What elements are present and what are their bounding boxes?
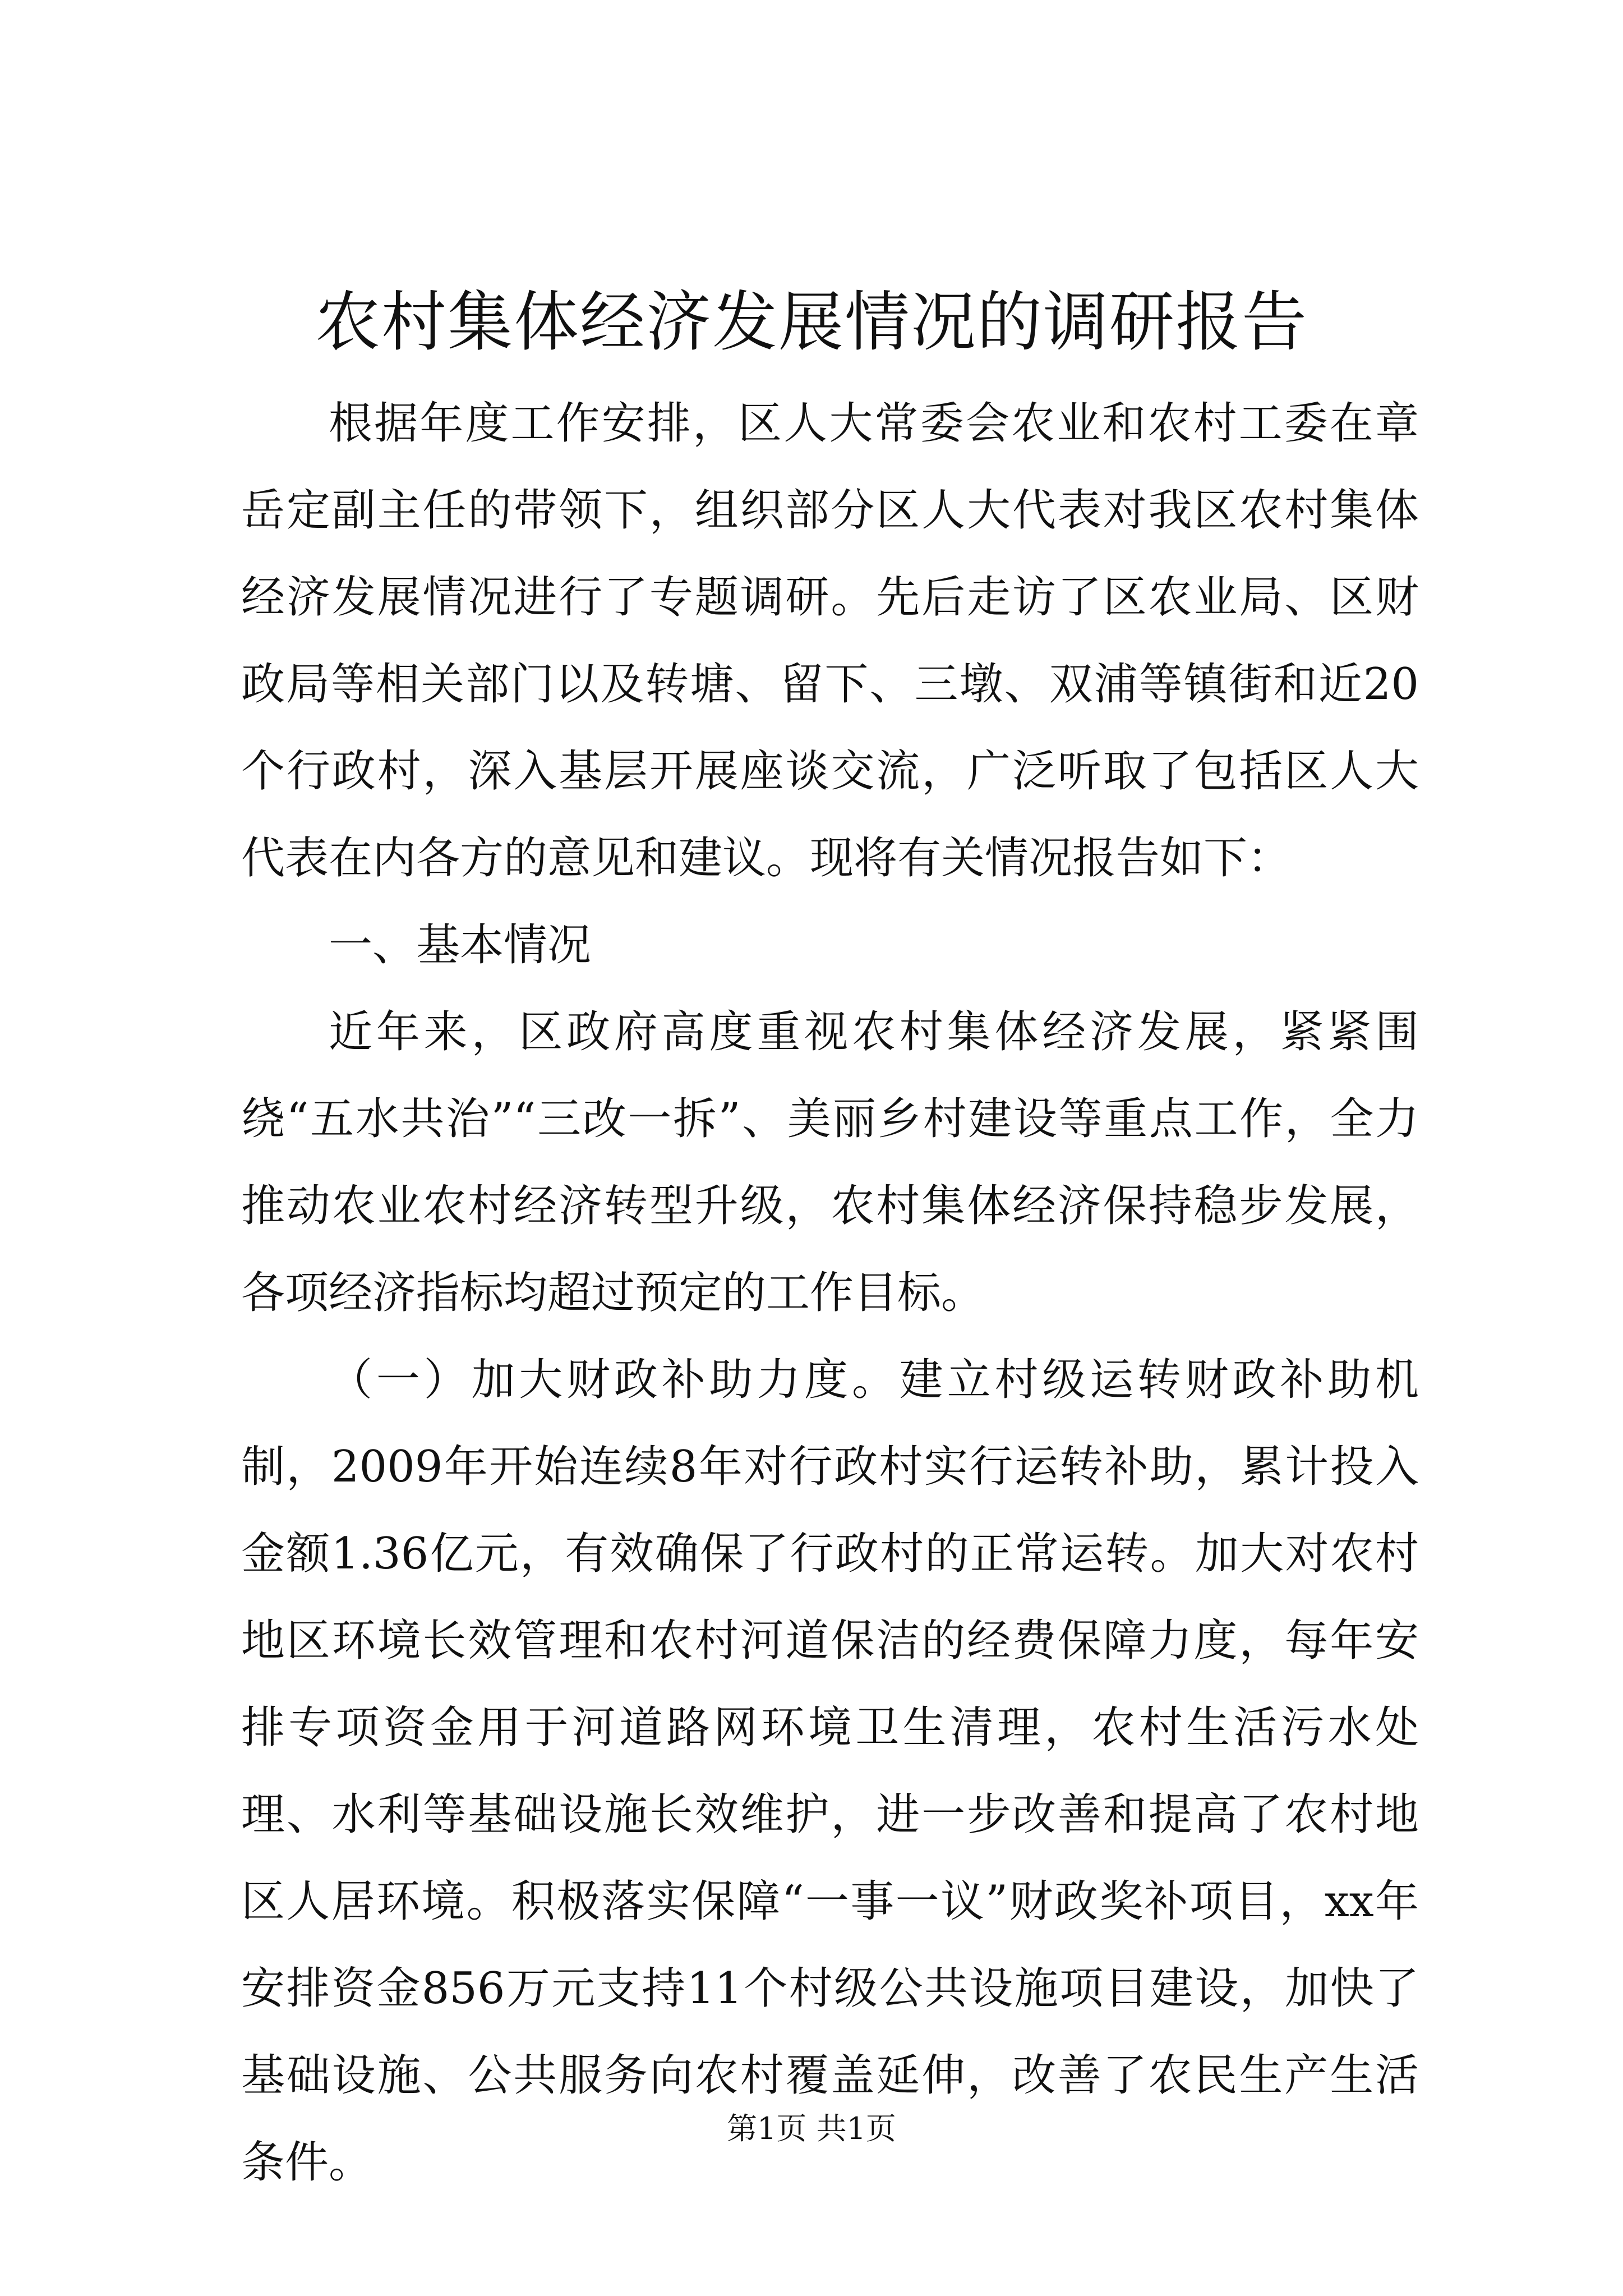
overview-paragraph: 近年来，区政府高度重视农村集体经济发展，紧紧围绕“五水共治”“三改一拆”、美丽乡村建设等重点工作，全力推动农业农村经济转型升级，农村集体经济保持稳步发展，各项经济指标均超过预定的工作目标。 <box>241 1007 1419 1318</box>
intro-paragraph: 根据年度工作安排，区人大常委会农业和农村工委在章岳定副主任的带领下，组织部分区人大代表对我区农村集体经济发展情况进行了专题调研。先后走访了区农业局、区财政局等相关部门以及转塘、留下、三墩、双浦等镇街和近20个行政村，深入基层开展座谈交流，广泛听取了包括区人大代表在内各方的意见和建议。现将有关情况报告如下： <box>241 398 1419 884</box>
page-footer: 第1页 共1页 <box>727 2111 896 2146</box>
document-title: 农村集体经济发展情况的调研报告 <box>315 284 1308 360</box>
section-heading: 一、基本情况 <box>329 920 592 970</box>
subsection-paragraph: （一）加大财政补助力度。建立村级运转财政补助机制，2009年开始连续8年对行政村实行运转补助，累计投入金额1.36亿元，有效确保了行政村的正常运转。加大对农村地区环境长效管理和农村河道保洁的经费保障力度，每年安排专项资金用于河道路网环境卫生清理，农村生活污水处理、水利等基础设施长效维护，进一步改善和提高了农村地区人居环境。积极落实保障“一事一议”财政奖补项目，xx年安排资金856万元支持11个村级公共设施项目建设，加快了基础设施、公共服务向农村覆盖延伸，改善了农民生产生活条件。 <box>241 1355 1419 2188</box>
document-body <box>241 380 1419 2206</box>
